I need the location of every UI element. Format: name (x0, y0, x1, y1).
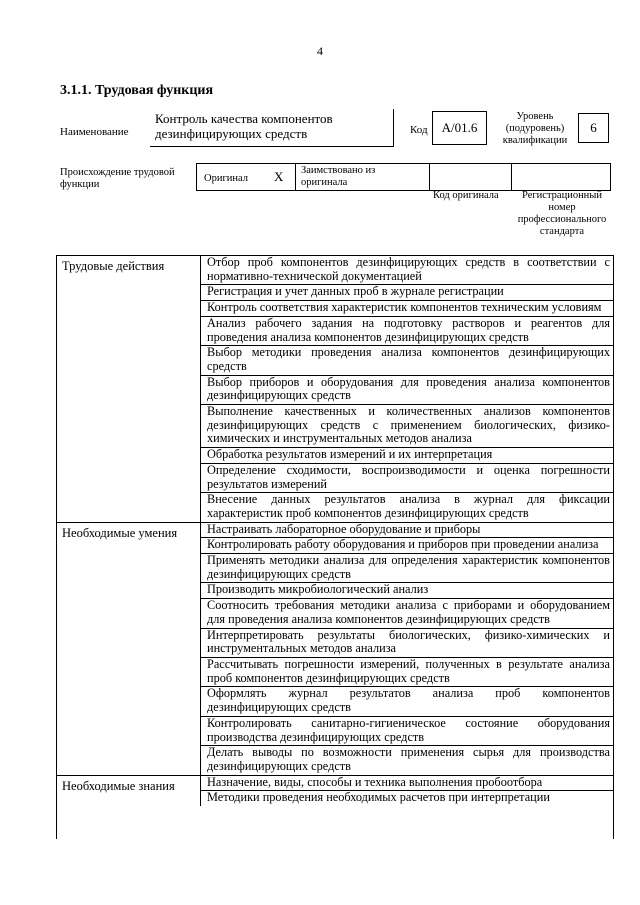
section-item: Производить микробиологический анализ (201, 583, 614, 599)
section-item: Настраивать лабораторное оборудование и приборы (201, 523, 614, 539)
section-items (201, 523, 614, 775)
section-item: Интерпретировать результаты биологических, физико-химических и инструментальных методов анализа (201, 629, 614, 658)
level-label: Уровень (подуровень) квалификации (502, 111, 568, 146)
origin-original-cell (196, 163, 296, 191)
level-value: 6 (590, 120, 597, 135)
section-item: Регистрация и учет данных проб в журнале регистрации (201, 285, 614, 301)
section-label: Необходимые знания (56, 776, 201, 806)
section-item: Контроль соответствия характеристик компонентов техническим условиям (201, 301, 614, 317)
section-items (201, 256, 614, 522)
section-label: Трудовые действия (56, 256, 201, 522)
table-left-border (56, 255, 57, 839)
section-item: Контролировать санитарно-гигиеническое состояние оборудования производства дезинфицирующих средств (201, 717, 614, 746)
reg-number-caption: Регистрационный номер профессионального стандарта (517, 190, 607, 237)
section-item: Определение сходимости, воспроизводимости и оценка погрешности результатов измерений (201, 464, 614, 493)
section-item: Контролировать работу оборудования и приборов при проведении анализа (201, 538, 614, 554)
page-number: 4 (317, 44, 323, 58)
section-items (201, 776, 614, 806)
section-item: Оформлять журнал результатов анализа проб компонентов дезинфицирующих средств (201, 687, 614, 716)
origin-borrowed-cell (295, 163, 430, 191)
origin-original-label: Оригинал (204, 173, 248, 184)
section-item: Выбор приборов и оборудования для проведения анализа компонентов дезинфицирующих средств (201, 376, 614, 405)
section-label: Необходимые умения (56, 523, 201, 775)
code-value: A/01.6 (441, 120, 478, 135)
function-name-value: Контроль качества компонентов дезинфицирующих средств (155, 111, 333, 141)
section-item: Назначение, виды, способы и техника выполнения пробоотбора (201, 776, 614, 792)
section-item: Отбор проб компонентов дезинфицирующих средств в соответствии с нормативно-технической документацией (201, 256, 614, 285)
function-name-field (150, 109, 394, 147)
origin-original-mark: X (274, 169, 284, 184)
table-right-border (613, 255, 614, 839)
section-item: Соотносить требования методики анализа с приборами и оборудованием для проведения анализа компонентов дезинфицирующих средств (201, 599, 614, 628)
origin-label: Происхождение трудовой функции (60, 167, 175, 190)
section-item: Делать выводы по возможности применения сырья для производства дезинфицирующих средств (207, 745, 610, 773)
section-item: Выполнение качественных и количественных анализов компонентов дезинфицирующих средств с применением биологических, физико-химических и инструментальных методов анализа (201, 405, 614, 448)
original-code-caption: Код оригинала (433, 190, 499, 201)
section-item: Анализ рабочего задания на подготовку растворов и реагентов для проведения анализа компонентов дезинфицирующих средств (201, 317, 614, 346)
function-details-table (56, 255, 614, 806)
section-row (56, 522, 614, 775)
section-row (56, 255, 614, 522)
section-item: Рассчитывать погрешности измерений, полученных в результате анализа проб компонентов дезинфицирующих средств (201, 658, 614, 687)
code-field (432, 111, 487, 145)
section-item: Выбор методики проведения анализа компонентов дезинфицирующих средств (201, 346, 614, 375)
origin-code-cell (429, 163, 512, 191)
section-row (56, 775, 614, 806)
level-field (578, 113, 609, 143)
section-item: Методики проведения необходимых расчетов при интерпретации (207, 790, 550, 805)
origin-borrowed-label: Заимствовано из оригинала (301, 165, 376, 188)
section-heading: 3.1.1. Трудовая функция (60, 83, 214, 98)
name-label: Наименование (60, 126, 129, 138)
section-item: Внесение данных результатов анализа в журнал для фиксации характеристик проб компонентов дезинфицирующих средств (207, 492, 610, 520)
section-item: Применять методики анализа для определения характеристик компонентов дезинфицирующих средств (201, 554, 614, 583)
code-label: Код (410, 124, 428, 136)
section-item: Обработка результатов измерений и их интерпретация (201, 448, 614, 464)
origin-regnum-cell (511, 163, 611, 191)
